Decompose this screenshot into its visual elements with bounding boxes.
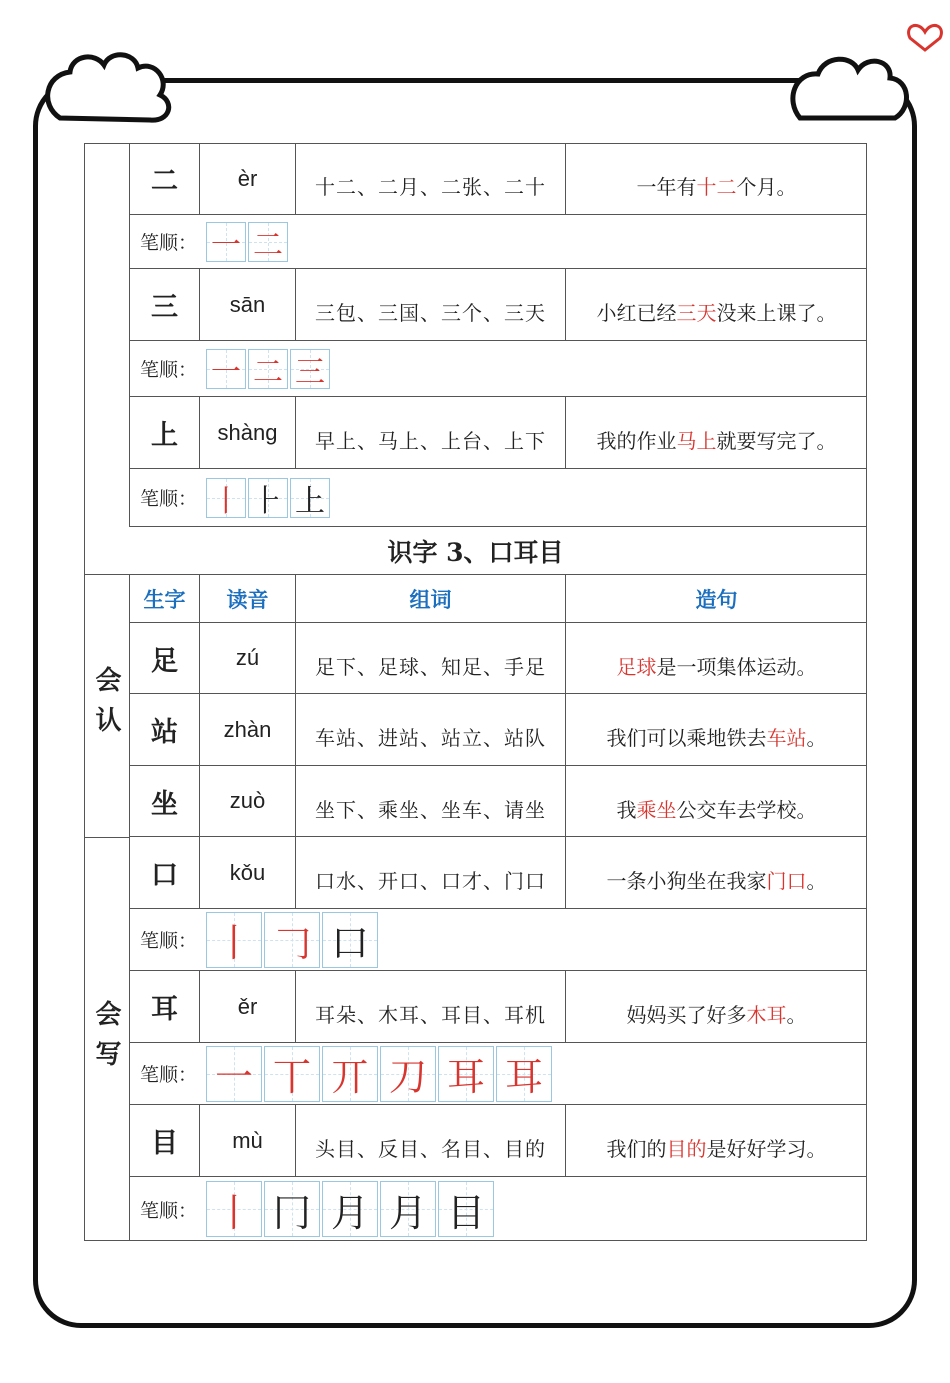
pinyin: sān: [229, 291, 266, 317]
stroke-box: 丨: [206, 912, 262, 968]
stroke-label: 笔顺：: [140, 488, 198, 510]
stroke-box: 上: [290, 478, 330, 518]
worksheet-table: [84, 143, 867, 1241]
stroke-box: 耳: [438, 1046, 494, 1102]
char: 三: [151, 292, 178, 323]
stroke-box: 丨: [206, 1181, 262, 1237]
stroke-box: 刀: [380, 1046, 436, 1102]
header-sentence: 造句: [695, 586, 738, 612]
char-row: [130, 269, 867, 341]
stroke-box: 丅: [264, 1046, 320, 1102]
header-pinyin: 读音: [226, 586, 269, 612]
char-row: [130, 766, 867, 837]
pinyin: èr: [237, 165, 258, 191]
stroke-order-row: [130, 215, 867, 269]
stroke-label: 笔顺：: [140, 359, 198, 381]
stroke-box: 耳: [496, 1046, 552, 1102]
stroke-order-row: [130, 341, 867, 397]
char-row: [130, 694, 867, 766]
sentence: 一条小狗坐在我家门口。: [606, 869, 827, 893]
char-row: [130, 143, 867, 215]
words: 口水、开口、口才、门口: [315, 869, 546, 893]
pinyin: ěr: [237, 993, 258, 1019]
char-row: [130, 971, 867, 1043]
side-label-write: 会写: [84, 837, 130, 1241]
char: 站: [151, 717, 178, 748]
stroke-box: 三: [290, 349, 330, 389]
sentence: 妈妈买了好多木耳。: [626, 1003, 807, 1027]
words: 头目、反目、名目、目的: [315, 1137, 546, 1161]
words: 足下、足球、知足、手足: [315, 654, 546, 679]
stroke-box: 丌: [322, 1046, 378, 1102]
stroke-order-row: [130, 1177, 867, 1241]
sentence: 我乘坐公交车去学校。: [616, 797, 817, 822]
stroke-order-row: [130, 909, 867, 971]
sentence: 我们可以乘地铁去车站。: [606, 726, 827, 750]
char: 二: [151, 166, 178, 197]
char-row: [130, 1105, 867, 1177]
char: 坐: [151, 788, 178, 820]
stroke-box: 目: [438, 1181, 494, 1237]
words: 早上、马上、上台、上下: [315, 429, 546, 453]
char-row: [130, 623, 867, 694]
words: 车站、进站、站立、站队: [315, 726, 546, 750]
pinyin: zhàn: [223, 716, 272, 742]
pinyin: kǒu: [229, 859, 266, 885]
stroke-label: 笔顺：: [140, 1064, 198, 1086]
header-words: 组词: [409, 586, 452, 612]
char: 耳: [151, 994, 178, 1025]
words: 坐下、乘坐、坐车、请坐: [315, 797, 546, 822]
stroke-order-row: [130, 1043, 867, 1105]
stroke-label: 笔顺：: [140, 930, 198, 952]
sentence: 小红已经三天没来上课了。: [596, 301, 837, 325]
stroke-box: 𠃌: [264, 912, 320, 968]
char: 口: [151, 860, 178, 891]
words: 十二、二月、二张、二十: [315, 175, 546, 199]
char: 上: [151, 420, 178, 451]
lesson-title: 识字 3、口耳目: [84, 527, 867, 575]
char-row: [130, 397, 867, 469]
stroke-order-row: [130, 469, 867, 527]
stroke-box: 冂: [264, 1181, 320, 1237]
stroke-box: 一: [206, 349, 246, 389]
stroke-box: 一: [206, 1046, 262, 1102]
words: 耳朵、木耳、耳目、耳机: [315, 1003, 546, 1027]
char: 足: [151, 645, 178, 677]
stroke-box: 月: [380, 1181, 436, 1237]
heart-icon: [909, 25, 942, 50]
side-blank: [84, 143, 130, 527]
stroke-box: 口: [322, 912, 378, 968]
stroke-box: ⺊: [248, 478, 288, 518]
sentence: 一年有十二个月。: [636, 175, 797, 199]
pinyin: shàng: [217, 419, 278, 445]
stroke-box: 月: [322, 1181, 378, 1237]
sentence: 我们的目的是好好学习。: [606, 1137, 827, 1161]
pinyin: mù: [232, 1127, 263, 1153]
header-row: [130, 575, 867, 623]
stroke-label: 笔顺：: [140, 232, 198, 254]
stroke-label: 笔顺：: [140, 1199, 198, 1222]
char: 目: [151, 1128, 178, 1159]
char-row: [130, 837, 867, 909]
words: 三包、三国、三个、三天: [315, 301, 546, 325]
stroke-box: 二: [248, 349, 288, 389]
sentence: 我的作业马上就要写完了。: [596, 429, 837, 453]
stroke-box: 一: [206, 222, 246, 262]
stroke-box: 二: [248, 222, 288, 262]
pinyin: zuò: [229, 788, 266, 813]
sentence: 足球是一项集体运动。: [616, 654, 817, 679]
pinyin: zú: [235, 645, 260, 670]
side-label-recognize: 会认: [84, 575, 130, 837]
stroke-box: 丨: [206, 478, 246, 518]
cloud-decoration: [0, 0, 950, 140]
header-char: 生字: [143, 586, 186, 612]
